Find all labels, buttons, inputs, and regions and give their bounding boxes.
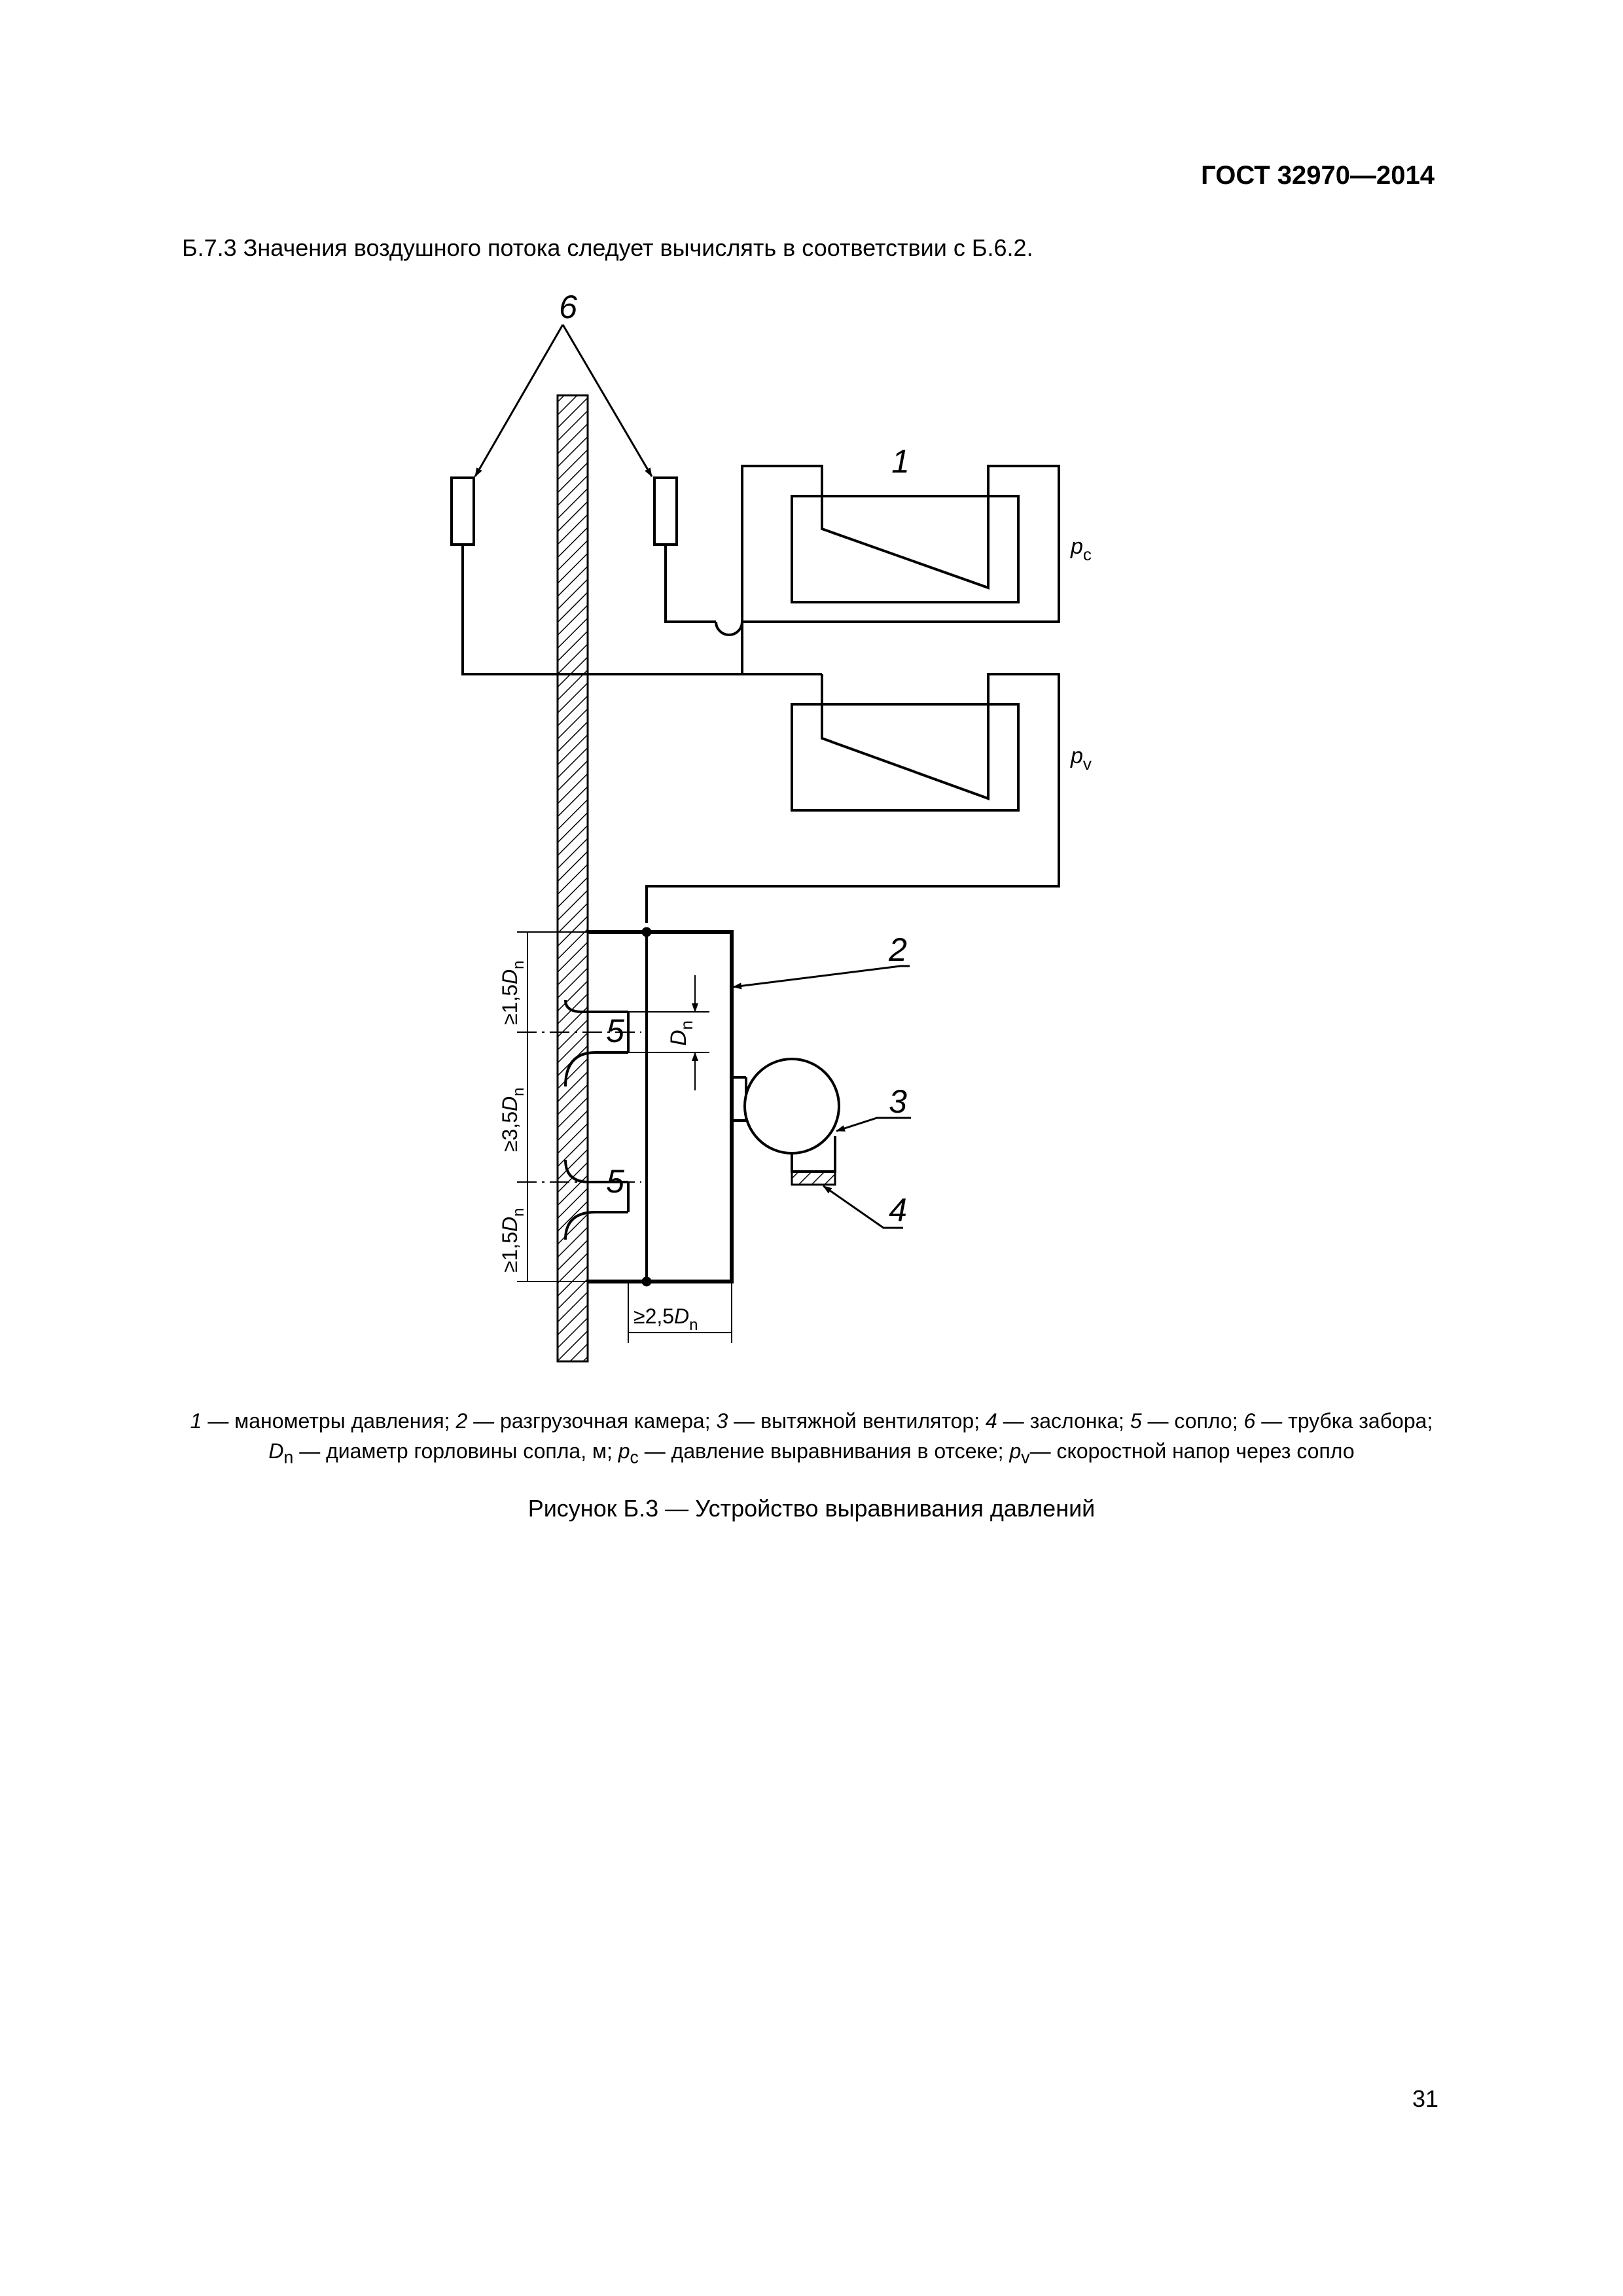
dim-label-middle: $\ge 3,5D_n$ xyxy=(498,1087,527,1152)
damper xyxy=(792,1172,835,1185)
label-1: 1 xyxy=(891,443,910,480)
figure-legend xyxy=(0,1406,1623,1472)
dim-label-bottom: $\ge 1,5D_n$ xyxy=(498,1208,527,1272)
label-6: 6 xyxy=(559,289,577,325)
figure-caption: Рисунок Б.3 — Устройство выравнивания давлений xyxy=(527,1495,1096,1522)
label-pc: $p_с$ xyxy=(1071,534,1092,564)
label-3: 3 xyxy=(889,1083,907,1120)
pipes xyxy=(463,545,822,674)
label-dn: $D_n$ xyxy=(666,1020,696,1046)
hatched-wall xyxy=(558,395,588,1361)
legend-line-2: $D_n$ — диаметр горловины сопла, м; $p_c$ — давление выравнивания в отсеке; $p_v—$ скоростной напор через сопло xyxy=(268,1439,1355,1467)
dim-label-top: $\ge 1,5D_n$ xyxy=(498,960,527,1025)
manometer-top xyxy=(742,466,1059,622)
paragraph-b73: Б.7.3 Значения воздушного потока следует вычислять в соответствии с Б.6.2. xyxy=(182,234,1033,261)
label-5-top: 5 xyxy=(606,1013,624,1049)
leader-6-left xyxy=(475,325,563,476)
sampling-tube-right xyxy=(654,478,677,545)
label-2: 2 xyxy=(889,931,907,968)
manometer-bottom xyxy=(647,674,1059,923)
label-pv: $p_v$ xyxy=(1071,744,1092,774)
label-5-bottom: 5 xyxy=(606,1163,624,1200)
legend-line-1: 1 — манометры давления; 2 — разгрузочная камера; 3 — вытяжной вентилятор; 4 — заслонка; 5 — сопло; 6 — трубка забора; xyxy=(190,1409,1433,1433)
page-number: 31 xyxy=(1412,2085,1438,2112)
sampling-tube-left xyxy=(452,478,474,545)
dim-label-width: $\ge 2,5D_n$ xyxy=(633,1304,698,1334)
label-4: 4 xyxy=(889,1192,907,1229)
exhaust-fan xyxy=(732,1059,839,1172)
document-id: ГОСТ 32970—2014 xyxy=(1201,161,1435,190)
discharge-chamber xyxy=(588,927,732,1286)
